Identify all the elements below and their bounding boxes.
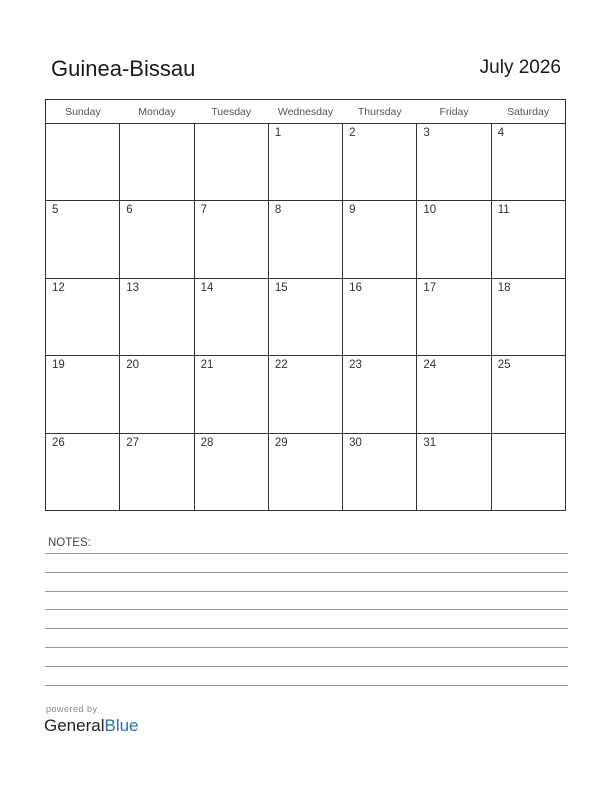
note-line xyxy=(45,647,568,648)
day-cell xyxy=(491,356,565,433)
week-row xyxy=(46,124,566,201)
month-title: July 2026 xyxy=(479,57,561,78)
week-row xyxy=(46,278,566,355)
day-cell xyxy=(268,278,342,355)
day-cell xyxy=(268,433,342,510)
day-number: 12 xyxy=(52,281,65,294)
day-cell xyxy=(417,124,491,201)
day-cell xyxy=(120,356,194,433)
day-cell xyxy=(343,124,417,201)
day-cell xyxy=(491,124,565,201)
calendar-grid xyxy=(45,99,566,511)
day-number: 21 xyxy=(200,359,214,372)
day-number: 19 xyxy=(52,359,65,372)
weekday-monday: Monday xyxy=(120,100,194,124)
day-number: 28 xyxy=(200,436,214,449)
day-number: 3 xyxy=(423,127,430,139)
day-number: 6 xyxy=(126,204,133,217)
day-cell xyxy=(46,124,120,201)
day-cell xyxy=(343,356,417,433)
day-number xyxy=(492,434,565,437)
day-cell xyxy=(194,278,268,355)
day-cell xyxy=(46,201,120,278)
week-row xyxy=(46,356,566,433)
day-cell xyxy=(268,356,342,433)
day-cell xyxy=(120,124,194,201)
day-number: 30 xyxy=(349,436,362,449)
notes-label: NOTES: xyxy=(48,537,91,549)
day-number: 22 xyxy=(274,359,288,372)
day-number: 9 xyxy=(349,204,356,217)
day-cell xyxy=(46,433,120,510)
weekday-saturday: Saturday xyxy=(491,100,565,124)
day-cell xyxy=(120,433,194,510)
weekday-thursday: Thursday xyxy=(343,100,417,124)
day-cell xyxy=(343,433,417,510)
day-number: 2 xyxy=(349,127,356,139)
day-number: 17 xyxy=(423,281,437,294)
day-number: 15 xyxy=(274,281,288,294)
day-cell xyxy=(491,201,565,278)
day-cell xyxy=(417,201,491,278)
weekday-sunday: Sunday xyxy=(46,100,120,124)
day-cell xyxy=(268,201,342,278)
day-number: 24 xyxy=(423,359,437,372)
day-number: 13 xyxy=(126,281,140,294)
week-row xyxy=(46,201,566,278)
day-cell xyxy=(46,356,120,433)
note-line xyxy=(45,553,568,554)
day-number: 8 xyxy=(274,204,282,217)
note-line xyxy=(45,628,568,629)
day-number: 14 xyxy=(200,281,214,294)
day-number: 5 xyxy=(52,204,59,217)
day-number: 20 xyxy=(126,359,140,372)
day-number: 26 xyxy=(52,436,65,449)
day-cell xyxy=(46,278,120,355)
day-number: 25 xyxy=(497,359,511,372)
day-cell xyxy=(417,278,491,355)
day-number: 29 xyxy=(274,436,288,449)
day-cell xyxy=(491,433,565,510)
day-number: 23 xyxy=(349,359,362,372)
day-number xyxy=(195,124,268,127)
day-number: 10 xyxy=(423,204,437,217)
day-number: 31 xyxy=(423,436,437,449)
day-cell xyxy=(194,124,268,201)
brand-blue: Blue xyxy=(104,716,139,735)
day-number: 7 xyxy=(200,204,207,217)
day-cell xyxy=(491,278,565,355)
country-title: Guinea-Bissau xyxy=(51,56,196,81)
day-cell xyxy=(194,201,268,278)
day-cell xyxy=(120,278,194,355)
weekday-wednesday: Wednesday xyxy=(268,100,342,124)
note-line xyxy=(45,591,568,592)
note-line xyxy=(45,609,568,610)
day-number: 4 xyxy=(497,127,505,139)
day-cell xyxy=(417,356,491,433)
note-line xyxy=(45,572,568,573)
day-number: 18 xyxy=(497,281,511,294)
day-number: 27 xyxy=(126,436,140,449)
day-number xyxy=(120,124,193,127)
day-number: 16 xyxy=(349,281,362,294)
day-cell xyxy=(194,433,268,510)
week-row xyxy=(46,433,566,510)
weekday-friday: Friday xyxy=(417,100,491,124)
day-cell xyxy=(268,124,342,201)
day-cell xyxy=(417,433,491,510)
note-line xyxy=(45,666,568,667)
day-number: 11 xyxy=(497,204,510,217)
day-number xyxy=(46,124,119,127)
day-cell xyxy=(343,201,417,278)
note-line xyxy=(45,685,568,686)
powered-by-text: powered by xyxy=(46,704,98,714)
generalblue-logo xyxy=(44,716,139,736)
weekday-tuesday: Tuesday xyxy=(194,100,268,124)
day-cell xyxy=(120,201,194,278)
weekday-header-row xyxy=(46,100,566,124)
day-cell xyxy=(343,278,417,355)
day-number: 1 xyxy=(274,127,282,139)
brand-general: General xyxy=(44,716,105,735)
day-cell xyxy=(194,356,268,433)
